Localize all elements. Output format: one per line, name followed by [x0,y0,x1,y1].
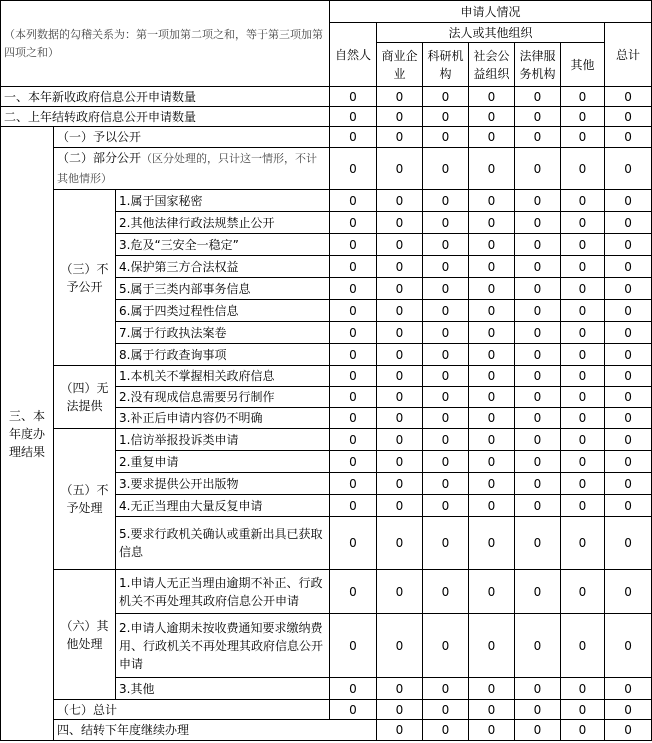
row-label: 4.保护第三方合法权益 [116,256,330,278]
cell-value: 0 [515,107,561,127]
cell-value: 0 [515,473,561,495]
cell-value: 0 [423,614,469,678]
row-label: 3.补正后申请内容仍不明确 [116,408,330,429]
row-label: 1.本机关不掌握相关政府信息 [116,366,330,387]
cell-value: 0 [330,387,377,408]
table-row [1,570,652,614]
cell-value: 0 [515,300,561,322]
table-row [1,429,652,451]
table-row [1,127,652,148]
cell-value: 0 [515,256,561,278]
group-label: （三）不予公开 [54,190,116,366]
cell-value: 0 [515,517,561,570]
cell-value: 0 [561,720,605,741]
table-row [1,87,652,107]
cell-value: 0 [515,387,561,408]
cell-value: 0 [330,87,377,107]
cell-value: 0 [423,366,469,387]
cell-value: 0 [561,300,605,322]
cell-value: 0 [605,678,652,700]
cell-value: 0 [330,234,377,256]
cell-value: 0 [469,700,515,720]
table-row [1,148,652,190]
row-label: 2.其他法律行政法规禁止公开 [116,212,330,234]
row-label: 3.要求提供公开出版物 [116,473,330,495]
cell-value: 0 [469,473,515,495]
header-legal-group: 法人或其他组织 [377,23,605,43]
cell-value: 0 [469,234,515,256]
cell-value: 0 [515,127,561,148]
cell-value: 0 [515,87,561,107]
table-note: （本列数据的勾稽关系为：第一项加第二项之和，等于第三项加第四项之和） [1,1,330,87]
cell-value: 0 [605,700,652,720]
cell-value: 0 [605,322,652,344]
cell-value: 0 [423,344,469,366]
cell-value: 0 [561,234,605,256]
cell-value: 0 [423,300,469,322]
row-label: 4.无正当理由大量反复申请 [116,495,330,517]
header-total: 总计 [605,23,652,87]
row-label: 5.要求行政机关确认或重新出具已获取信息 [116,517,330,570]
cell-value: 0 [423,517,469,570]
cell-value: 0 [377,451,423,473]
row-label: 3.其他 [116,678,330,700]
cell-value: 0 [330,495,377,517]
table-row [1,700,652,720]
cell-value: 0 [561,127,605,148]
section-3-label: 三、本年度办理结果 [1,127,54,741]
row-label: 2.申请人逾期未按收费通知要求缴纳费用、行政机关不再处理其政府信息公开申请 [116,614,330,678]
row-label: 1.信访举报投诉类申请 [116,429,330,451]
row-label: 7.属于行政执法案卷 [116,322,330,344]
cell-value: 0 [561,148,605,190]
cell-value: 0 [561,278,605,300]
cell-value: 0 [561,473,605,495]
cell-value: 0 [561,344,605,366]
cell-value: 0 [469,300,515,322]
cell-value: 0 [605,344,652,366]
cell-value: 0 [377,107,423,127]
cell-value: 0 [469,344,515,366]
group-label: （四）无法提供 [54,366,116,429]
cell-value: 0 [377,473,423,495]
cell-value: 0 [605,107,652,127]
cell-value: 0 [605,234,652,256]
cell-value: 0 [330,190,377,212]
row-label: 3.危及“三安全一稳定” [116,234,330,256]
cell-value: 0 [377,700,423,720]
cell-value: 0 [469,366,515,387]
cell-value: 0 [330,300,377,322]
cell-value: 0 [423,570,469,614]
cell-value: 0 [423,451,469,473]
cell-value: 0 [469,387,515,408]
row-label: 2.没有现成信息需要另行制作 [116,387,330,408]
cell-value: 0 [330,256,377,278]
cell-value: 0 [515,212,561,234]
header-legal-service: 法律服务机构 [515,43,561,87]
cell-value: 0 [469,148,515,190]
cell-value: 0 [561,322,605,344]
cell-value: 0 [469,720,515,741]
cell-value: 0 [423,148,469,190]
cell-value: 0 [605,720,652,741]
partial-disclosure-note: （区分处理的，只计这一情形，不计其他情形） [57,151,318,185]
group-label: （六）其他处理 [54,570,116,700]
cell-value: 0 [469,190,515,212]
cell-value: 0 [423,278,469,300]
cell-value: 0 [605,473,652,495]
cell-value: 0 [423,256,469,278]
cell-value: 0 [330,148,377,190]
cell-value: 0 [605,570,652,614]
cell-value: 0 [423,720,469,741]
cell-value: 0 [377,678,423,700]
cell-value: 0 [561,429,605,451]
cell-value: 0 [515,278,561,300]
cell-value: 0 [377,517,423,570]
header-social-welfare: 社会公益组织 [469,43,515,87]
cell-value: 0 [561,408,605,429]
cell-value: 0 [423,234,469,256]
table-row [1,720,652,741]
cell-value: 0 [423,700,469,720]
cell-value: 0 [605,408,652,429]
table-row [1,366,652,387]
cell-value: 0 [561,212,605,234]
cell-value: 0 [561,451,605,473]
cell-value: 0 [469,614,515,678]
cell-value: 0 [469,429,515,451]
cell-value: 0 [423,495,469,517]
cell-value: 0 [377,495,423,517]
row-label: 6.属于四类过程性信息 [116,300,330,322]
cell-value: 0 [605,517,652,570]
cell-value: 0 [515,366,561,387]
cell-value: 0 [515,570,561,614]
cell-value: 0 [469,87,515,107]
cell-value: 0 [330,107,377,127]
cell-value: 0 [469,517,515,570]
cell-value: 0 [377,212,423,234]
cell-value: 0 [377,300,423,322]
row-label: 1.申请人无正当理由逾期不补正、行政机关不再处理其政府信息公开申请 [116,570,330,614]
cell-value: 0 [330,278,377,300]
cell-value: 0 [377,278,423,300]
cell-value: 0 [330,212,377,234]
cell-value: 0 [605,387,652,408]
cell-value: 0 [377,148,423,190]
cell-value: 0 [377,387,423,408]
cell-value: 0 [330,700,377,720]
cell-value: 0 [423,429,469,451]
row-label: 一、本年新收政府信息公开申请数量 [1,87,330,107]
cell-value: 0 [515,700,561,720]
cell-value: 0 [423,212,469,234]
cell-value: 0 [515,495,561,517]
partial-disclosure-label: （二）部分公开 [57,150,142,165]
cell-value: 0 [377,190,423,212]
cell-value: 0 [377,127,423,148]
cell-value: 0 [423,107,469,127]
cell-value: 0 [377,256,423,278]
cell-value: 0 [515,451,561,473]
cell-value: 0 [469,212,515,234]
cell-value: 0 [377,570,423,614]
cell-value: 0 [605,366,652,387]
cell-value: 0 [469,256,515,278]
row-label: 2.重复申请 [116,451,330,473]
cell-value: 0 [561,190,605,212]
cell-value: 0 [515,190,561,212]
cell-value: 0 [423,127,469,148]
row-label [54,148,330,190]
cell-value: 0 [561,700,605,720]
cell-value: 0 [469,408,515,429]
cell-value: 0 [561,366,605,387]
cell-value: 0 [330,429,377,451]
cell-value: 0 [330,366,377,387]
cell-value: 0 [330,408,377,429]
cell-value: 0 [515,322,561,344]
cell-value: 0 [330,517,377,570]
cell-value: 0 [605,148,652,190]
cell-value: 0 [561,517,605,570]
header-other: 其他 [561,43,605,87]
group-label: （五）不予处理 [54,429,116,570]
cell-value: 0 [605,429,652,451]
cell-value: 0 [515,408,561,429]
cell-value: 0 [423,322,469,344]
row-label: （七）总计 [54,700,330,720]
cell-value: 0 [515,678,561,700]
cell-value: 0 [469,107,515,127]
cell-value: 0 [377,234,423,256]
header-commercial: 商业企业 [377,43,423,87]
cell-value: 0 [605,87,652,107]
cell-value: 0 [423,473,469,495]
row-label: 5.属于三类内部事务信息 [116,278,330,300]
cell-value: 0 [377,366,423,387]
cell-value: 0 [330,127,377,148]
header-applicant-situation: 申请人情况 [330,1,652,23]
cell-value: 0 [469,127,515,148]
cell-value: 0 [561,387,605,408]
cell-value: 0 [469,451,515,473]
cell-value: 0 [605,190,652,212]
cell-value: 0 [605,212,652,234]
header-research: 科研机构 [423,43,469,87]
header-row-1 [1,1,652,23]
cell-value: 0 [515,720,561,741]
cell-value: 0 [330,614,377,678]
cell-value: 0 [377,344,423,366]
table-row [1,190,652,212]
cell-value: 0 [561,678,605,700]
row-label: 1.属于国家秘密 [116,190,330,212]
cell-value: 0 [515,614,561,678]
cell-value: 0 [605,256,652,278]
cell-value: 0 [423,387,469,408]
cell-value: 0 [469,278,515,300]
cell-value: 0 [605,495,652,517]
cell-value: 0 [469,495,515,517]
cell-value: 0 [377,87,423,107]
cell-value: 0 [377,614,423,678]
cell-value: 0 [605,300,652,322]
cell-value: 0 [330,473,377,495]
cell-value: 0 [423,678,469,700]
cell-value: 0 [561,614,605,678]
cell-value: 0 [515,429,561,451]
cell-value: 0 [423,87,469,107]
cell-value: 0 [515,234,561,256]
row-label: 二、上年结转政府信息公开申请数量 [1,107,330,127]
cell-value: 0 [561,87,605,107]
cell-value: 0 [377,322,423,344]
header-natural-person: 自然人 [330,23,377,87]
cell-value: 0 [605,614,652,678]
cell-value: 0 [605,451,652,473]
row-label: （一）予以公开 [54,127,330,148]
cell-value: 0 [330,344,377,366]
cell-value: 0 [423,190,469,212]
table-row [1,107,652,127]
cell-value: 0 [561,570,605,614]
cell-value: 0 [330,570,377,614]
cell-value: 0 [377,429,423,451]
cell-value: 0 [423,408,469,429]
cell-value: 0 [469,322,515,344]
cell-value: 0 [561,107,605,127]
cell-value: 0 [330,451,377,473]
cell-value: 0 [605,278,652,300]
cell-value: 0 [330,678,377,700]
cell-value: 0 [377,720,423,741]
cell-value: 0 [605,127,652,148]
cell-value: 0 [561,495,605,517]
cell-value: 0 [330,322,377,344]
row-label: 四、结转下年度继续办理 [54,720,377,741]
cell-value: 0 [515,148,561,190]
cell-value: 0 [515,344,561,366]
cell-value: 0 [377,408,423,429]
row-label: 8.属于行政查询事项 [116,344,330,366]
cell-value: 0 [469,570,515,614]
cell-value: 0 [561,256,605,278]
cell-value: 0 [469,678,515,700]
